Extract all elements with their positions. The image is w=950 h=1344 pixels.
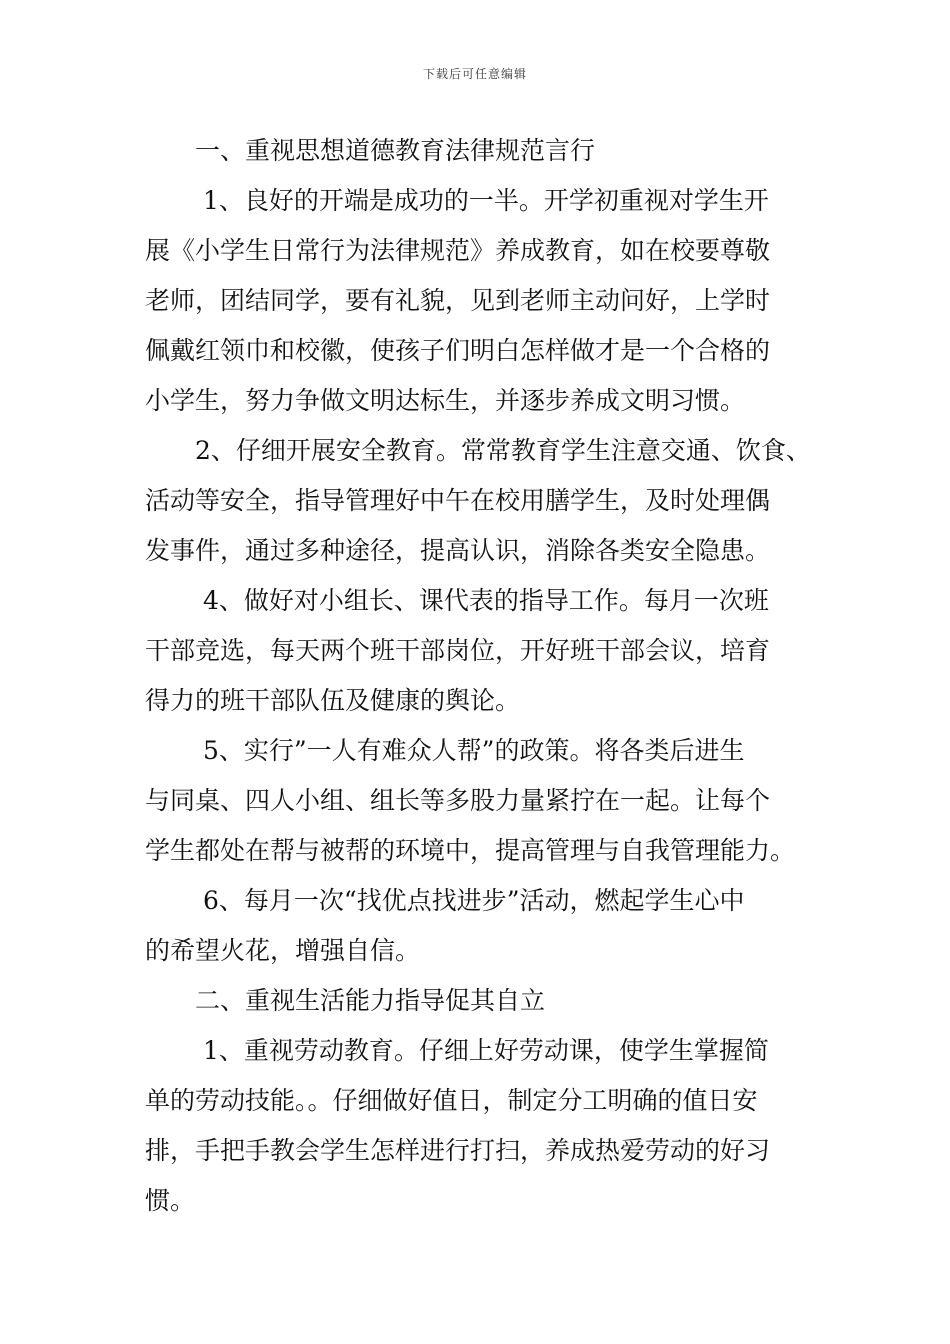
paragraph-line: 展《小学生日常行为法律规范》养成教育，如在校要尊敬 bbox=[145, 236, 771, 265]
paragraph-line: 排，手把手教会学生怎样进行打扫，养成热爱劳动的好习 bbox=[145, 1136, 771, 1165]
paragraph-line: 干部竞选，每天两个班干部岗位，开好班干部会议，培育 bbox=[145, 636, 771, 665]
paragraph-line: 5、实行”一人有难众人帮”的政策。将各类后进生 bbox=[203, 736, 745, 765]
paragraph-line: 4、做好对小组长、课代表的指导工作。每月一次班 bbox=[203, 586, 769, 615]
paragraph-line: 单的劳动技能。。仔细做好值日，制定分工明确的值日安 bbox=[145, 1086, 758, 1115]
paragraph-line: 老师，团结同学，要有礼貌，见到老师主动问好，上学时 bbox=[145, 286, 771, 315]
paragraph-line: 活动等安全，指导管理好中午在校用膳学生，及时处理偶 bbox=[145, 486, 771, 515]
page-header-note: 下载后可任意编辑 bbox=[422, 67, 527, 81]
paragraph-line: 小学生，努力争做文明达标生，并逐步养成文明习惯。 bbox=[145, 386, 746, 415]
paragraph-line: 惯。 bbox=[145, 1186, 196, 1215]
section-heading: 二、重视生活能力指导促其自立 bbox=[195, 986, 546, 1015]
paragraph-line: 得力的班干部队伍及健康的舆论。 bbox=[145, 686, 521, 715]
paragraph-line: 与同桌、四人小组、组长等多股力量紧拧在一起。让每个 bbox=[145, 786, 771, 815]
paragraph-line: 发事件，通过多种途径，提高认识，消除各类安全隐患。 bbox=[145, 536, 771, 565]
paragraph-line: 的希望火花，增强自信。 bbox=[145, 936, 421, 965]
paragraph-line: 佩戴红领巾和校徽，使孩子们明白怎样做才是一个合格的 bbox=[145, 336, 771, 365]
paragraph-line: 6、每月一次“找优点找进步”活动，燃起学生心中 bbox=[203, 886, 745, 915]
paragraph-line: 学生都处在帮与被帮的环境中，提高管理与自我管理能力。 bbox=[145, 836, 796, 865]
section-heading: 一、重视思想道德教育法律规范言行 bbox=[195, 136, 596, 165]
paragraph-line: 1、重视劳动教育。仔细上好劳动课，使学生掌握简 bbox=[203, 1036, 769, 1065]
paragraph-line: 2、仔细开展安全教育。常常教育学生注意交通、饮食、 bbox=[195, 436, 811, 465]
paragraph-line: 1、良好的开端是成功的一半。开学初重视对学生开 bbox=[203, 186, 769, 215]
document-body bbox=[145, 126, 825, 1226]
